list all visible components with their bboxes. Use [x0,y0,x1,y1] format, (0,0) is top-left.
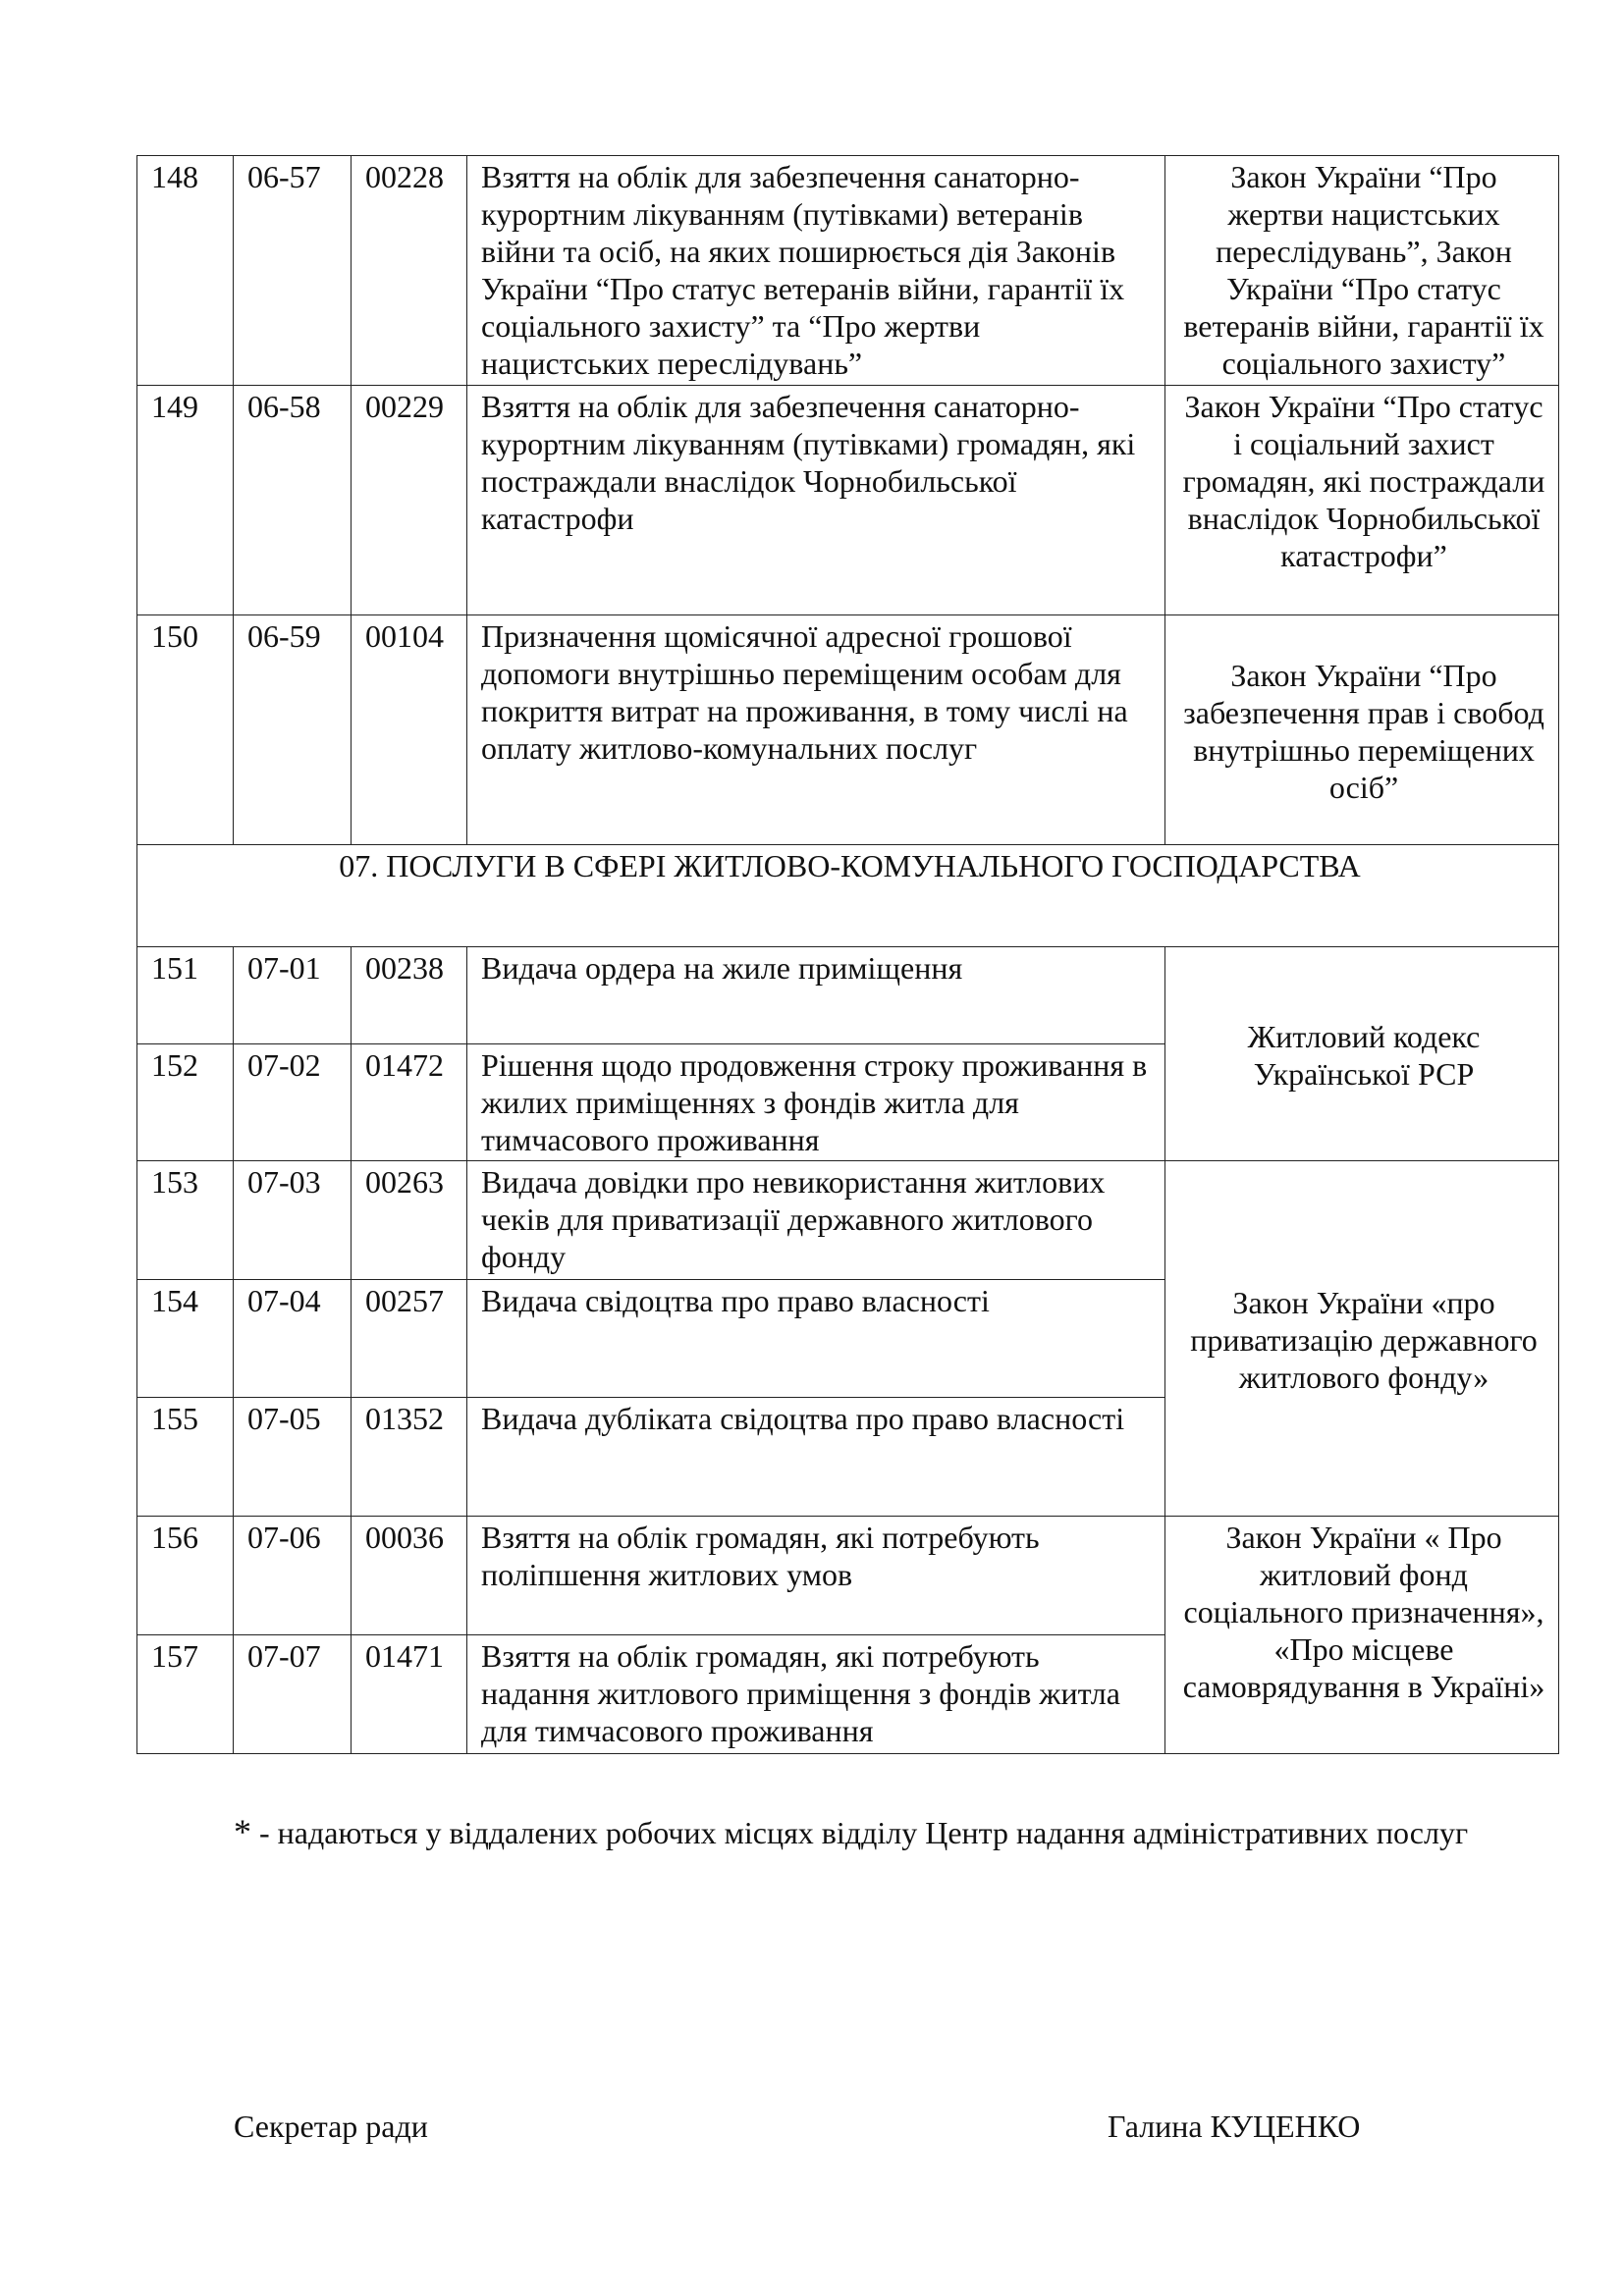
service-description: Рішення щодо продовження строку проживання в жилих приміщеннях з фондів житла для тимчасового проживання [467,1044,1165,1161]
table-row [137,615,1559,845]
service-description: Призначення щомісячної адресної грошової допомоги внутрішньо переміщеним особам для покриття витрат на проживання, в тому числі на оплату житлово-комунальних послуг [467,615,1165,845]
registry-id: 00036 [352,1517,467,1635]
registry-id: 01352 [352,1398,467,1517]
footnote [234,1812,1490,1852]
table-row [137,386,1559,615]
registry-id: 00263 [352,1161,467,1280]
service-code: 06-57 [234,156,352,386]
registry-id: 01471 [352,1635,467,1754]
legal-basis: Житловий кодекс Української РСР [1165,947,1559,1161]
service-description: Взяття на облік громадян, які потребують надання житлового приміщення з фондів житла для тимчасового проживання [467,1635,1165,1754]
registry-id: 00229 [352,386,467,615]
table-row [137,1517,1559,1635]
row-number: 157 [137,1635,234,1754]
service-description: Взяття на облік громадян, які потребують поліпшення житлових умов [467,1517,1165,1635]
service-code: 07-07 [234,1635,352,1754]
legal-basis: Закон України « Про житловий фонд соціального призначення», «Про місцеве самоврядування в Україні» [1165,1517,1559,1754]
registry-id: 00238 [352,947,467,1044]
row-number: 150 [137,615,234,845]
legal-basis: Закон України “Про жертви нацистських переслідувань”, Закон України “Про статус ветеранів війни, гарантії їх соціального захисту” [1165,156,1559,386]
table-row [137,947,1559,1044]
registry-id: 00257 [352,1280,467,1398]
service-code: 07-02 [234,1044,352,1161]
legal-basis: Закон України “Про статус і соціальний захист громадян, які постраждали внаслідок Чорнобильської катастрофи” [1165,386,1559,615]
legal-basis: Закон України «про приватизацію державного житлового фонду» [1165,1161,1559,1517]
row-number: 153 [137,1161,234,1280]
section-row [137,845,1559,947]
table-row [137,1161,1559,1280]
service-description: Видача дубліката свідоцтва про право власності [467,1398,1165,1517]
registry-id: 01472 [352,1044,467,1161]
row-number: 149 [137,386,234,615]
footnote-star: * [234,1812,251,1851]
service-description: Взяття на облік для забезпечення санаторно-курортним лікуванням (путівками) ветеранів війни та осіб, на яких поширюється дія Законів України “Про статус ветеранів війни, гарантії їх соціального захисту” та “Про жертви нацистських переслідувань” [467,156,1165,386]
row-number: 151 [137,947,234,1044]
registry-id: 00104 [352,615,467,845]
footnote-text: - надаються у віддалених робочих місцях відділу Центр надання адміністративних послуг [251,1815,1469,1850]
service-code: 07-06 [234,1517,352,1635]
row-number: 156 [137,1517,234,1635]
services-table [136,155,1559,1754]
section-title: 07. ПОСЛУГИ В СФЕРІ ЖИТЛОВО-КОМУНАЛЬНОГО ГОСПОДАРСТВА [137,845,1559,947]
service-code: 06-58 [234,386,352,615]
row-number: 154 [137,1280,234,1398]
service-description: Видача ордера на жиле приміщення [467,947,1165,1044]
signature-name: Галина КУЦЕНКО [1108,2109,1361,2144]
legal-basis: Закон України “Про забезпечення прав і свобод внутрішньо переміщених осіб” [1165,615,1559,845]
service-code: 06-59 [234,615,352,845]
signature-title: Секретар ради [234,2109,428,2144]
service-code: 07-05 [234,1398,352,1517]
service-description: Взяття на облік для забезпечення санаторно-курортним лікуванням (путівками) громадян, які постраждали внаслідок Чорнобильської катастрофи [467,386,1165,615]
row-number: 152 [137,1044,234,1161]
table-row [137,156,1559,386]
service-description: Видача свідоцтва про право власності [467,1280,1165,1398]
service-description: Видача довідки про невикористання житлових чеків для приватизації державного житлового фонду [467,1161,1165,1280]
row-number: 155 [137,1398,234,1517]
service-code: 07-01 [234,947,352,1044]
registry-id: 00228 [352,156,467,386]
service-code: 07-04 [234,1280,352,1398]
service-code: 07-03 [234,1161,352,1280]
row-number: 148 [137,156,234,386]
